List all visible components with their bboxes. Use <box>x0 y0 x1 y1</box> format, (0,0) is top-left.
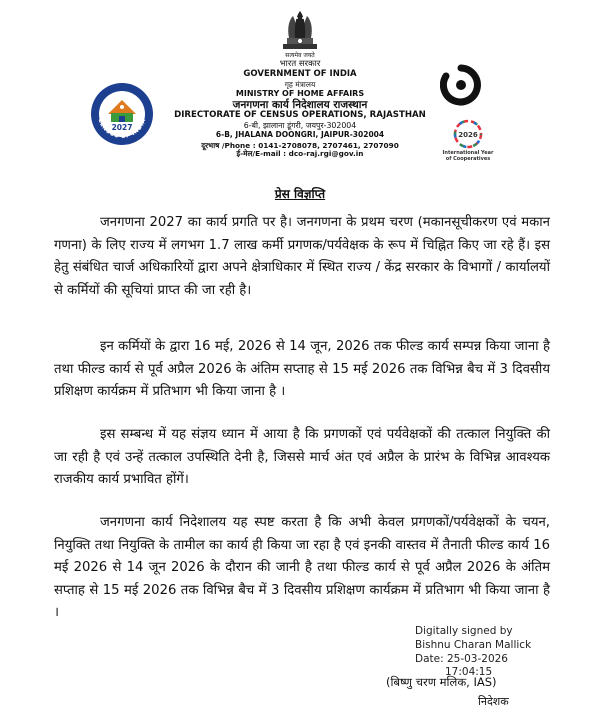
paragraph-2-text: इन कर्मियों के द्वारा 16 मई, 2026 से 14 जून, 2026 तक फील्ड कार्य सम्पन्न किया जाना है तथा फील्ड कार्य से पूर्व अप्रैल 2026 के अंतिम सप्ताह से 15 मई 2026 तक विभिन्न बैच में 3 दिवसीय प्रशिक्षण कार्यक्रम में प्रतिभाग भी किया जाना है । <box>54 339 550 399</box>
gov-hindi: भारत सरकार <box>279 59 321 69</box>
page-title: प्रेस विज्ञप्ति <box>274 187 326 201</box>
signature-line-3: Date: 25-03-2026 <box>415 653 508 665</box>
gov-english: GOVERNMENT OF INDIA <box>243 68 357 79</box>
census-year: 2027 <box>111 123 133 132</box>
iyc-caption <box>430 150 506 162</box>
email: ई-मेल/E-mail : dco-raj.rgi@gov.in <box>236 149 364 159</box>
paragraph-4 <box>54 512 550 625</box>
address-hindi: 6-बी, झालाना डूंगरी, जयपुर-302004 <box>243 121 357 131</box>
ministry-english: MINISTRY OF HOME AFFAIRS <box>235 89 365 99</box>
signature-line-2: Bishnu Charan Mallick <box>415 639 532 651</box>
paragraph-1 <box>54 212 550 302</box>
emblem-motto: सत्यमेव जयते <box>285 52 315 59</box>
directorate-hindi: जनगणना कार्य निदेशालय राजस्थान <box>232 99 368 112</box>
paragraph-4-text: जनगणना कार्य निदेशालय यह स्पष्ट करता है कि अभी केवल प्रगणकों/पर्यवेक्षकों के चयन, नियुक्ति तथा नियुक्ति के तामील का कार्य ही किया जा रहा है एवं इनकी वास्तव में तैनाती फील्ड कार्य 16 मई 2026 से 14 जून 2026 के दौरान की जानी है तथा फील्ड कार्य से पूर्व अप्रैल 2026 के अंतिम सप्ताह से 15 मई 2026 तक विभिन्न बैच में 3 दिवसीय प्रशिक्षण कार्यक्रम में प्रतिभाग भी किया जाना है । <box>54 515 550 620</box>
iyc-caption-line1: International Year <box>442 150 494 156</box>
paragraph-2 <box>54 336 550 404</box>
ministry-hindi: गृह मंत्रालय <box>284 79 316 89</box>
coop-swirl-logo <box>440 64 482 106</box>
directorate-english: DIRECTORATE OF CENSUS OPERATIONS, RAJASTHAN <box>174 110 426 121</box>
address-english: 6-B, JHALANA DOONGRI, JAIPUR-302004 <box>215 130 385 140</box>
state-emblem <box>275 6 325 58</box>
digital-signature <box>415 624 531 679</box>
signatory-designation: निदेशक <box>478 695 509 708</box>
paragraph-3 <box>54 424 550 492</box>
signature-line-1: Digitally signed by <box>415 625 513 637</box>
signature-line-4: 17:04:15 <box>445 666 493 678</box>
paragraph-1-text: जनगणना 2027 का कार्य प्रगति पर है। जनगणना के प्रथम चरण (मकानसूचीकरण एवं मकान गणना) के लिए राज्य में लगभग 1.7 लाख कर्मी प्रगणक/पर्यवेक्षक के रूप में चिह्नित किए जा रहे हैं। इस हेतु संबंधित चार्ज अधिकारियों द्वारा अपने क्षेत्राधिकार में स्थित राज्य / केंद्र सरकार के विभागों / कार्यालयों से कर्मियों की सूचियां प्राप्त की जा रही है। <box>54 215 550 298</box>
iyc-logo <box>446 118 490 152</box>
iyc-caption-line2: of Cooperatives <box>445 156 491 162</box>
letterhead <box>150 60 450 159</box>
census-ring-text: CENSUS OF INDIA <box>96 117 148 141</box>
phone: दूरभाष /Phone : 0141-2708078, 2707461, 2707090 <box>201 140 399 150</box>
paragraph-3-text: इस सम्बन्ध में यह संज्ञय ध्यान में आया है कि प्रगणकों एवं पर्यवेक्षकों की तत्काल नियुक्ति की जा रही है एवं उन्हें तत्काल उपस्थिति देनी है, जिससे मार्च अंत एवं अप्रैल के प्रारंभ के विभिन्न आवश्यक राजकीय कार्य प्रभावित होंगें। <box>54 427 550 487</box>
census-logo <box>88 80 156 148</box>
signatory-name: (बिष्णु चरण मलिक, IAS) <box>386 675 497 689</box>
coop-year: 2026 <box>458 131 478 139</box>
